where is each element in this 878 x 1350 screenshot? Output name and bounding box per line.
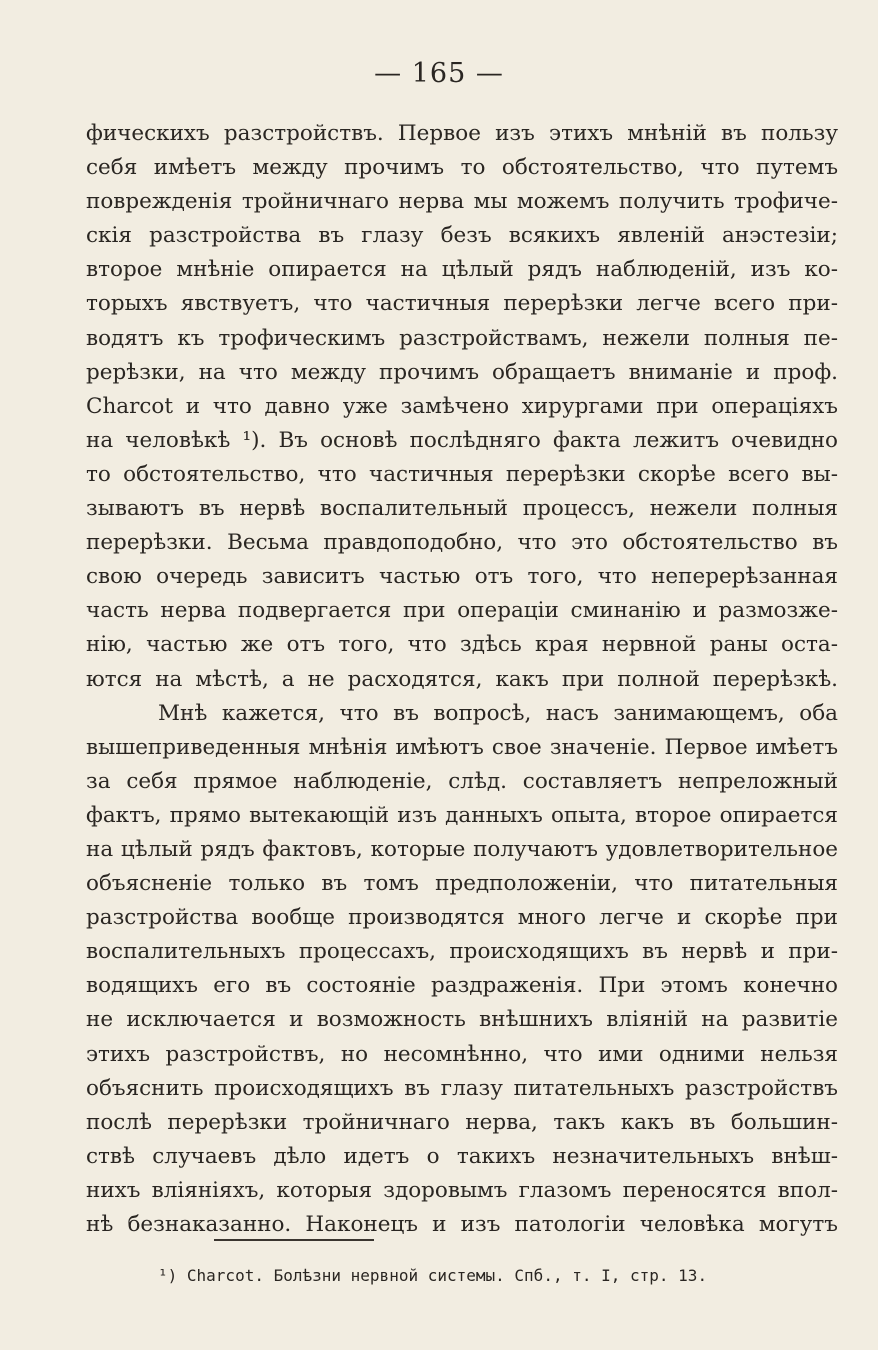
text-line: второе мнѣніе опирается на цѣлый рядъ наблюденій, изъ ко- <box>86 257 838 283</box>
text-line: водящихъ его въ состояніе раздраженія. При этомъ конечно <box>86 973 838 999</box>
footnote-divider <box>214 1239 374 1241</box>
page-number: — 165 — <box>374 58 504 89</box>
text-line: объясненіе только въ томъ предположеніи, что питательныя <box>86 871 838 897</box>
text-line: скія разстройства въ глазу безъ всякихъ явленій анэстезіи; <box>86 223 838 249</box>
text-line: за себя прямое наблюденіе, слѣд. составляетъ непреложный <box>86 768 838 794</box>
text-line: водятъ къ трофическимъ разстройствамъ, нежели полныя пе- <box>86 325 838 351</box>
text-line: нихъ вліяніяхъ, которыя здоровымъ глазомъ переносятся впол- <box>86 1177 838 1203</box>
text-line: этихъ разстройствъ, но несомнѣнно, что ими одними нельзя <box>86 1041 838 1067</box>
text-line: свою очередь зависитъ частью отъ того, что неперерѣзанная <box>86 564 838 590</box>
text-line: то обстоятельство, что частичныя перерѣзки скорѣе всего вы- <box>86 461 838 487</box>
text-line: нію, частью же отъ того, что здѣсь края нервной раны оста- <box>86 632 838 658</box>
footnote: ¹) Charcot. Болѣзни нервной системы. Спб., т. I, стр. 13. <box>158 1266 708 1285</box>
text-line: на человѣкѣ ¹). Въ основѣ послѣдняго факта лежитъ очевидно <box>86 427 838 453</box>
paragraph-first-line: Мнѣ кажется, что въ вопросѣ, насъ занимающемъ, оба <box>158 700 838 726</box>
text-line: ствѣ случаевъ дѣло идетъ о такихъ незначительныхъ внѣш- <box>86 1143 838 1169</box>
text-line: вышеприведенныя мнѣнія имѣютъ свое значеніе. Первое имѣетъ <box>86 734 838 760</box>
text-line: нѣ безнаказанно. Наконецъ и изъ патологіи человѣка могутъ <box>86 1212 838 1237</box>
text-line: Charcot и что давно уже замѣчено хирургами при операціяхъ <box>86 393 838 419</box>
text-line: поврежденія тройничнаго нерва мы можемъ получить трофиче- <box>86 189 838 215</box>
text-line: фактъ, прямо вытекающій изъ данныхъ опыта, второе опирается <box>86 802 838 828</box>
text-line: торыхъ явствуетъ, что частичныя перерѣзки легче всего при- <box>86 291 838 317</box>
text-line: послѣ перерѣзки тройничнаго нерва, такъ какъ въ большин- <box>86 1109 838 1135</box>
text-line: зываютъ въ нервѣ воспалительный процессъ, нежели полныя <box>86 496 838 522</box>
text-line: фическихъ разстройствъ. Первое изъ этихъ мнѣній въ пользу <box>86 121 838 146</box>
text-line: на цѣлый рядъ фактовъ, которые получаютъ удовлетворительное <box>86 836 838 862</box>
text-line: не исключается и возможность внѣшнихъ вліяній на развитіе <box>86 1007 838 1033</box>
text-line: объяснить происходящихъ въ глазу питательныхъ разстройствъ <box>86 1075 838 1101</box>
text-line: рерѣзки, на что между прочимъ обращаетъ вниманіе и проф. <box>86 359 838 385</box>
text-line: себя имѣетъ между прочимъ то обстоятельство, что путемъ <box>86 155 838 181</box>
text-line: разстройства вообще производятся много легче и скорѣе при <box>86 905 838 931</box>
text-line: перерѣзки. Весьма правдоподобно, что это обстоятельство въ <box>86 530 838 556</box>
text-line: ются на мѣстѣ, а не расходятся, какъ при полной перерѣзкѣ. <box>86 666 838 692</box>
text-line: часть нерва подвергается при операціи сминанію и размозже- <box>86 598 838 624</box>
text-line: воспалительныхъ процессахъ, происходящихъ въ нервѣ и при- <box>86 939 838 965</box>
body-text <box>86 117 838 1242</box>
